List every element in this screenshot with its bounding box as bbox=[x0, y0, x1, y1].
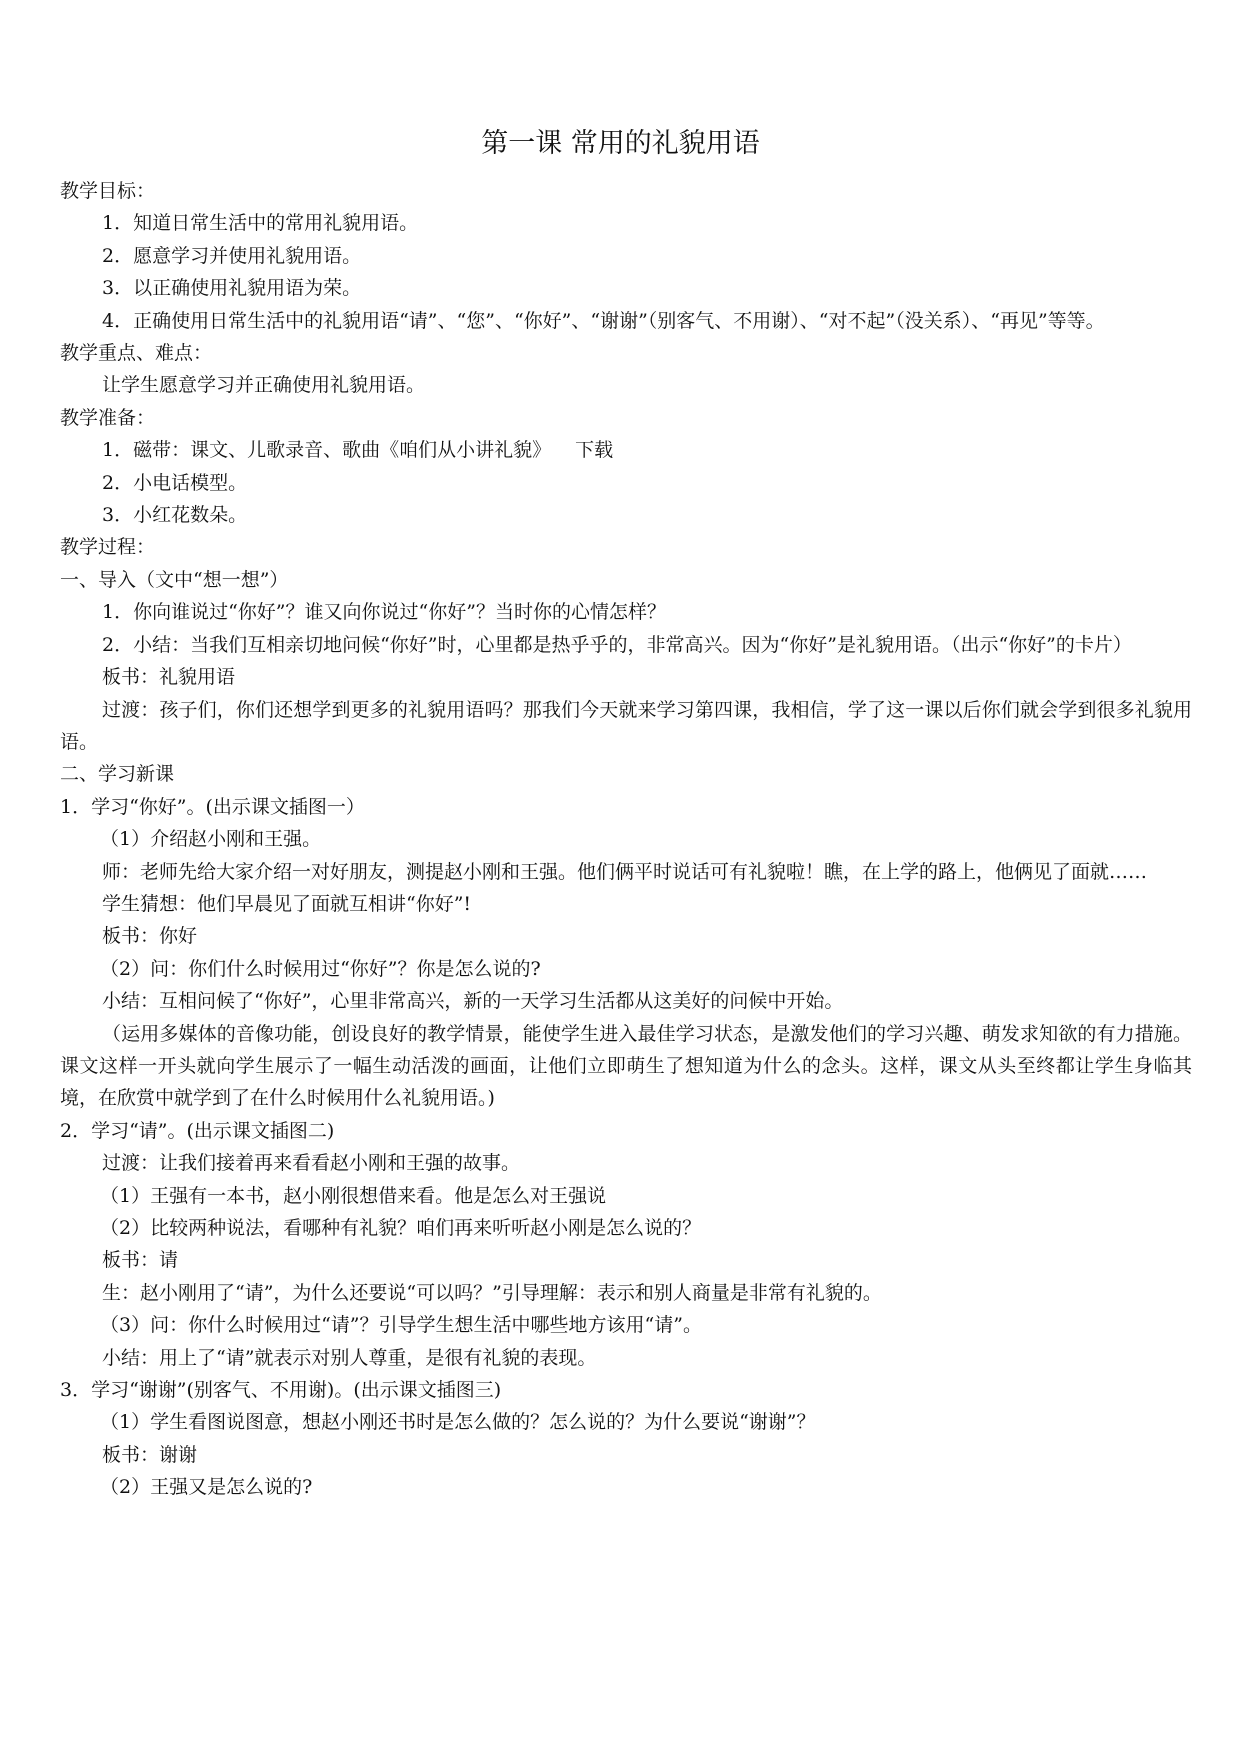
preparation-item: 3．小红花数朵。 bbox=[102, 504, 248, 527]
section-heading: 二、学习新课 bbox=[60, 763, 175, 786]
paragraph: （2）比较两种说法，看哪种有礼貌？咱们再来听听赵小刚是怎么说的？ bbox=[100, 1217, 702, 1239]
download-link[interactable]: 下载 bbox=[575, 439, 614, 462]
paragraph: 生：赵小刚用了“请”，为什么还要说“可以吗？”引导理解：表示和别人商量是非常有礼貌的。 bbox=[102, 1281, 882, 1304]
goal-item: 2．愿意学习并使用礼貌用语。 bbox=[102, 244, 362, 267]
goal-item: 3．以正确使用礼貌用语为荣。 bbox=[102, 277, 362, 300]
paragraph: 过渡：孩子们，你们还想学到更多的礼貌用语吗？那我们今天就来学习第四课，我相信，学了这一课以后你们就会学到很多礼貌用语。 bbox=[60, 698, 1192, 753]
preparation-item-text: 1．磁带：课文、儿歌录音、歌曲《咱们从小讲礼貌》 bbox=[102, 439, 552, 462]
paragraph: （1）学生看图说图意，想赵小刚还书时是怎么做的？怎么说的？为什么要说“谢谢”？ bbox=[100, 1411, 816, 1434]
paragraph: 板书：谢谢 bbox=[102, 1443, 198, 1466]
goal-item: 4．正确使用日常生活中的礼貌用语“请”、“您”、“你好”、“谢谢”（别客气、不用谢）、“对不起”（没关系）、“再见”等等。 bbox=[102, 309, 1105, 332]
key-points-heading: 教学重点、难点： bbox=[60, 342, 213, 365]
paragraph: （2）王强又是怎么说的? bbox=[100, 1476, 313, 1499]
subsection-heading: 3．学习“谢谢”(别客气、不用谢)。(出示课文插图三) bbox=[60, 1379, 502, 1402]
paragraph: （1）王强有一本书，赵小刚很想借来看。他是怎么对王强说 bbox=[100, 1184, 607, 1207]
preparation-item: 2．小电话模型。 bbox=[102, 471, 248, 494]
paragraph: 2．小结：当我们互相亲切地问候“你好”时，心里都是热乎乎的，非常高兴。因为“你好”是礼貌用语。（出示“你好”的卡片） bbox=[102, 633, 1132, 656]
goals-heading: 教学目标： bbox=[60, 180, 156, 202]
section-heading: 一、导入（文中“想一想”） bbox=[60, 568, 289, 591]
paragraph: 板书：请 bbox=[102, 1249, 179, 1272]
preparation-item bbox=[60, 434, 1192, 466]
paragraph: 小结：用上了“请”就表示对别人尊重，是很有礼貌的表现。 bbox=[102, 1346, 597, 1369]
paragraph: 板书：礼貌用语 bbox=[102, 666, 236, 689]
paragraph: 学生猜想：他们早晨见了面就互相讲“你好”! bbox=[102, 892, 472, 915]
paragraph: 1．你向谁说过“你好”？谁又向你说过“你好”？当时你的心情怎样？ bbox=[102, 601, 666, 624]
process-heading: 教学过程： bbox=[60, 536, 156, 559]
paragraph: （2）问：你们什么时候用过“你好”？你是怎么说的? bbox=[100, 957, 541, 980]
paragraph: （1）介绍赵小刚和王强。 bbox=[100, 828, 322, 851]
preparation-heading: 教学准备： bbox=[60, 406, 156, 429]
subsection-heading: 2．学习“请”。(出示课文插图二) bbox=[60, 1119, 335, 1142]
paragraph: 过渡：让我们接着再来看看赵小刚和王强的故事。 bbox=[102, 1152, 521, 1175]
paragraph: 小结：互相问候了“你好”，心里非常高兴，新的一天学习生活都从这美好的问候中开始。 bbox=[102, 990, 844, 1013]
paragraph: （运用多媒体的音像功能，创设良好的教学情景，能使学生进入最佳学习状态，是激发他们的学习兴趣、萌发求知欲的有力措施。课文这样一开头就向学生展示了一幅生动活泼的画面，让他们立即萌生了想知道为什么的念头。这样，课文从头至终都让学生身临其境，在欣赏中就学到了在什么时候用什么礼貌用语。) bbox=[60, 1022, 1192, 1110]
document-body bbox=[60, 175, 1192, 1504]
paragraph: （3）问：你什么时候用过“请”？引导学生想生活中哪些地方该用“请”。 bbox=[100, 1314, 702, 1337]
paragraph: 板书：你好 bbox=[102, 925, 198, 948]
goal-item: 1．知道日常生活中的常用礼貌用语。 bbox=[102, 212, 419, 235]
key-points-text: 让学生愿意学习并正确使用礼貌用语。 bbox=[102, 374, 426, 397]
subsection-heading: 1．学习“你好”。(出示课文插图一） bbox=[60, 795, 365, 818]
page-title: 第一课 常用的礼貌用语 bbox=[481, 128, 760, 159]
paragraph: 师：老师先给大家介绍一对好朋友，测提赵小刚和王强。他们俩平时说话可有礼貌啦！瞧，在上学的路上，他俩见了面就…… bbox=[102, 860, 1148, 883]
